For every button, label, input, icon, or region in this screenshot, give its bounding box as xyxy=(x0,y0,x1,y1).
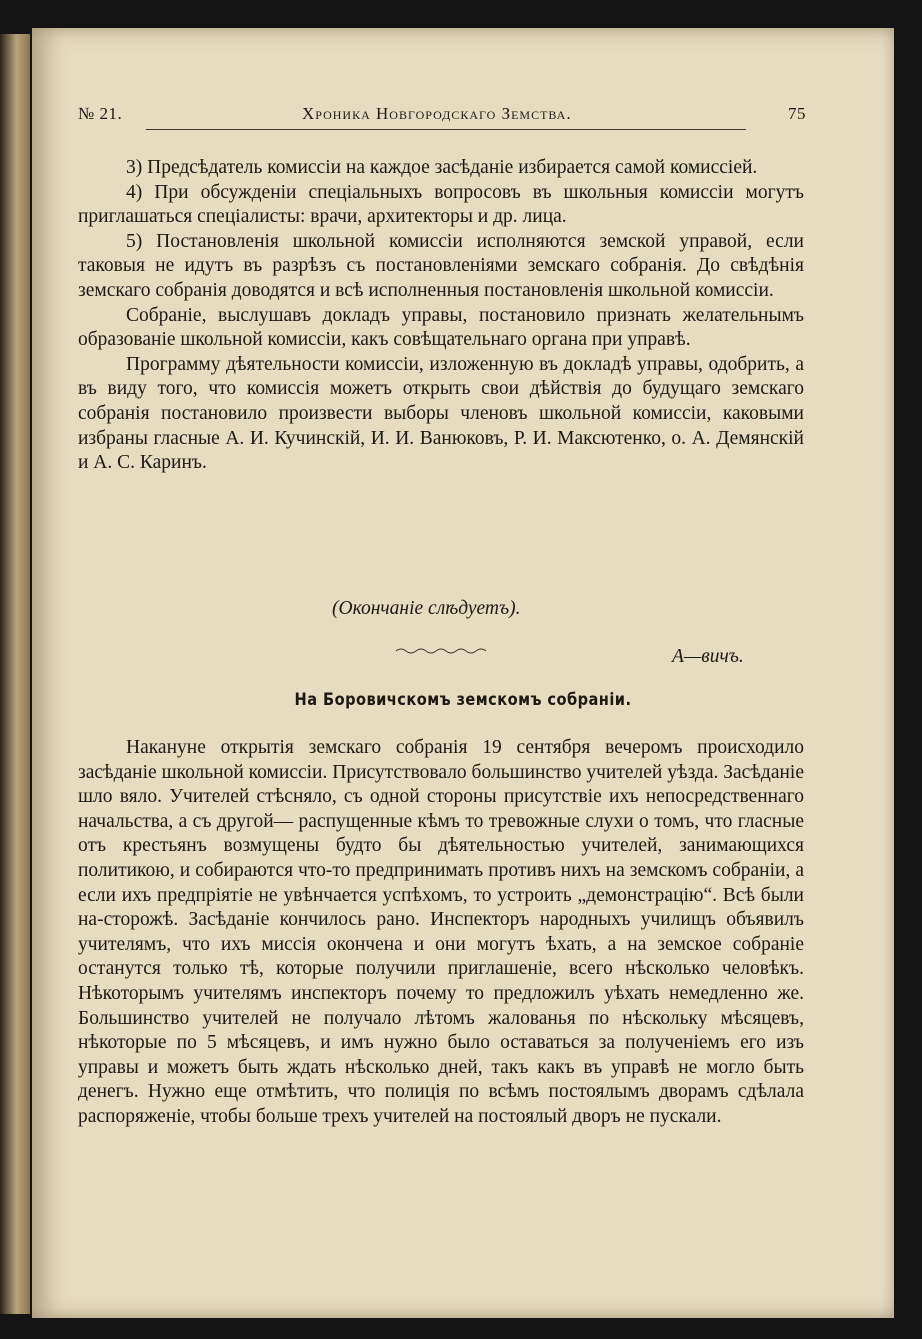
running-header xyxy=(78,104,806,132)
section-body xyxy=(78,736,804,1130)
paragraph: 5) Постановленія школьной комиссіи исполняются земской управой, если таковыя не идутъ въ разрѣзъ съ постановленіями земскаго собранія. До свѣдѣнія земскаго собранія доводятся и всѣ исполненныя постановленія школьной комиссіи. xyxy=(78,230,804,301)
journal-title: Хроника Новгородскаго Земства. xyxy=(302,104,572,123)
facing-page-edge xyxy=(0,34,30,1314)
paragraph: Накануне открытія земскаго собранія 19 сентября вечеромъ происходило засѣданіе школьной комиссіи. Присутствовало большинство учителей уѣзда. Засѣданіе шло вяло. Учителей стѣсняло, съ одной стороны присутствіе ихъ непосредственнаго начальства, а съ другой— распущенные кѣмъ то тревожные слухи о томъ, что гласные отъ крестьянъ возмущены будто бы дѣятельностью учителей, занимающихся политикою, и собираются что-то предпринимать противъ нихъ на земскомъ собраніи, а если ихъ предпріятіе не увѣнчается успѣхомъ, то устроить „демонстрацію“. Всѣ были на-сторожѣ. Засѣданіе кончилось рано. Инспекторъ народныхъ училищъ объявилъ учителямъ, что ихъ миссія окончена и они могутъ ѣхать, а на земское собраніе останутся только тѣ, которые получили приглашеніе, всего нѣсколько человѣкъ. Нѣкоторымъ учителямъ инспекторъ почему то предложилъ уѣхать немедленно же. Большинство учителей не получало лѣтомъ жалованья по нѣскольку мѣсяцевъ, нѣкоторые по 5 мѣсяцевъ, и имъ нужно было оставаться за полученіемъ его изъ управы и можетъ быть ждать нѣсколько дней, такъ какъ въ управѣ не могло быть денегъ. Нужно еще отмѣтить, что полиція по всѣмъ постоялымъ дворамъ сдѣлала распоряженіе, чтобы больше трехъ учителей на постоялый дворъ не пускали. xyxy=(78,737,804,1127)
paragraph: Собраніе, выслушавъ докладъ управы, постановило признать желательнымъ образованіе школьной комиссіи, какъ совѣщательнаго органа при управѣ. xyxy=(78,304,804,351)
page-number: 75 xyxy=(788,104,806,123)
paragraph: Программу дѣятельности комиссіи, изложенную въ докладѣ управы, одобрить, а въ виду того, что комиссія можетъ открыть свои дѣйствія до будущаго земскаго собранія постановило произвести выборы членовъ школьной комиссіи, каковыми избраны гласные А. И. Кучинскій, И. И. Ванюковъ, Р. И. Максютенко, о. А. Демянскій и А. С. Каринъ. xyxy=(78,353,804,474)
section-heading: На Боровичскомъ земскомъ собраніи. xyxy=(294,690,632,710)
paragraph: 4) При обсужденіи спеціальныхъ вопросовъ въ школьныя комиссіи могутъ приглашаться спеціалисты: врачи, архитекторы и др. лица. xyxy=(78,181,804,228)
issue-number: № 21. xyxy=(78,104,123,123)
page xyxy=(32,28,894,1318)
continued-note: (Окончаніе слѣдуетъ). xyxy=(332,598,521,619)
article-continuation xyxy=(78,156,804,476)
section-divider-ornament xyxy=(396,646,486,656)
header-rule xyxy=(146,129,746,130)
author-signature: А—вичъ. xyxy=(672,646,744,667)
paragraph: 3) Предсѣдатель комиссіи на каждое засѣданіе избирается самой комиссіей. xyxy=(126,157,758,178)
